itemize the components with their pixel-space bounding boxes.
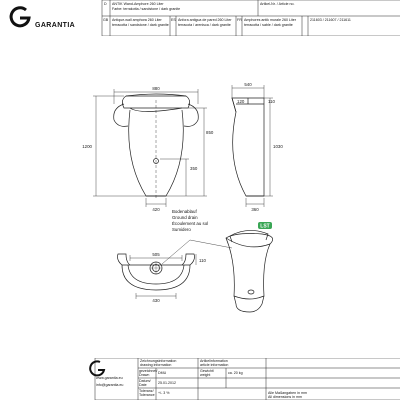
dim-top-depth: 430 (152, 298, 160, 303)
dim-side-offset: 120 (237, 99, 245, 104)
drawn-label: gezeichnet/ Drawn (139, 369, 158, 377)
drawn-value: DMU (158, 371, 167, 375)
footer-website: www.garantia.eu (96, 376, 123, 380)
lang-text-fr-1: Amphores antik murale 260 Liter (244, 18, 296, 22)
title-block-header (0, 0, 400, 36)
weight-label: Gewicht/ weight (200, 369, 214, 377)
article-info-sub: article information (200, 363, 229, 367)
date-value: 25.01.2012 (158, 381, 176, 385)
drain-label-en: Ground drain (172, 215, 198, 220)
dim-side-depth: 110 (268, 99, 275, 104)
dim-top-side: 110 (199, 258, 206, 263)
top-view-amphora (118, 254, 195, 290)
lang-text-gb-1: Antique-wall amphora 260 Liter (112, 18, 162, 22)
lst-badge-icon (258, 222, 272, 230)
drawing-area (0, 36, 400, 358)
dimensions-note: Alle Maßangaben in mm (268, 391, 307, 395)
lang-text-fr-2: terracotta / sable / dark granite (244, 23, 293, 27)
drain-leader-line (190, 240, 232, 248)
lang-text-de-1: ANTIK Wand-Amphore 260 Liter (112, 2, 164, 6)
drain-label-de: Bodenablauf (172, 209, 197, 214)
dim-front-body-height: 850 (206, 130, 214, 135)
tolerance-value: +/- 3 % (158, 391, 170, 395)
lang-code-gb: GB (103, 18, 109, 22)
article-info-title: Artikelinformation (200, 359, 228, 363)
drain-label-fr: Écoulement au sol (172, 221, 209, 226)
lang-text-es-1: Ánfora antigua de pared 260 Liter (178, 18, 232, 22)
dim-top-width: 505 (152, 252, 160, 257)
date-label: Datum/ Date (139, 379, 151, 387)
side-view-amphora (232, 98, 264, 196)
dim-front-base-width: 420 (152, 207, 160, 212)
dim-front-width: 880 (152, 86, 160, 91)
dim-front-total-height: 1200 (82, 144, 92, 149)
dim-side-width: 540 (244, 82, 252, 87)
lang-text-gb-2: terracotta / sandstone / dark granite (112, 23, 169, 27)
drawing-info-title: Zeichnungsinformation (140, 359, 177, 363)
lang-code-es: ES (171, 18, 176, 22)
article-label: Artikel-Nr. / Article no. (260, 2, 295, 6)
brand-name: GARANTIA (35, 22, 76, 29)
drawing-info-sub: drawing information (140, 363, 172, 367)
drain-label-es: Sumidero (172, 227, 191, 232)
dimensions-note-en: All dimensions in mm (268, 395, 302, 399)
footer-logo-icon (90, 361, 104, 375)
perspective-view-amphora (226, 230, 273, 312)
tolerance-label: Toleranz/ Tolerance (139, 389, 155, 397)
lang-code-fr: FR (237, 18, 242, 22)
dim-side-height: 1030 (273, 144, 283, 149)
title-block-footer (0, 358, 400, 400)
dim-side-base-width: 360 (251, 207, 259, 212)
article-number: 211603 / 211607 / 211611 (310, 18, 351, 22)
dim-front-lower-height: 350 (190, 166, 198, 171)
lang-text-de-2: Farbe: terrakotta / sandstone / dark granite (112, 7, 181, 11)
lang-text-es-2: terracota / arenisca / dark granite (178, 23, 231, 27)
weight-value: ca. 20 kg (228, 371, 243, 375)
svg-text:LST: LST (260, 223, 270, 230)
lang-code-de: D (104, 2, 107, 6)
front-view-amphora (114, 94, 199, 198)
footer-email: info@garantia.eu (96, 383, 124, 387)
